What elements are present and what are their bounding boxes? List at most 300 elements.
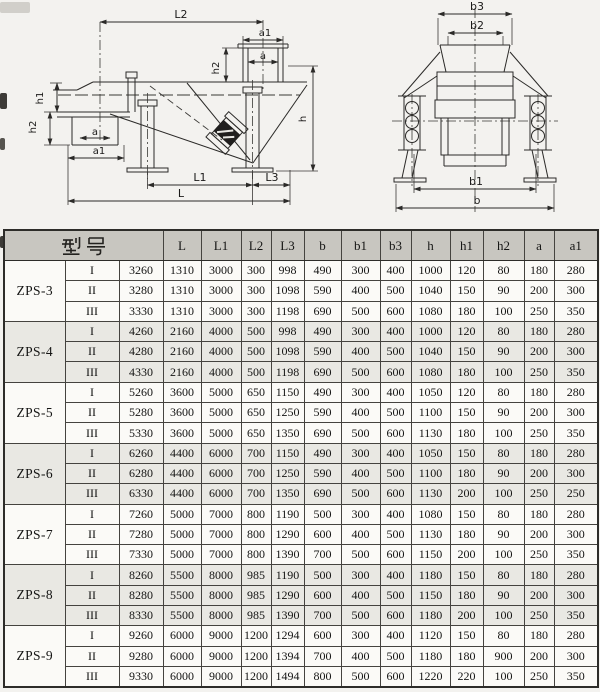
end-view-drawing — [392, 0, 558, 212]
value-cell: 500 — [341, 423, 380, 443]
value-cell: 250 — [554, 484, 598, 504]
value-cell: 8280 — [119, 585, 163, 605]
value-cell: 100 — [483, 423, 524, 443]
value-cell: 1394 — [271, 646, 304, 666]
value-cell: 800 — [304, 666, 341, 687]
value-cell: 150 — [450, 403, 483, 423]
table-row-ZPS-7-I — [4, 504, 598, 524]
value-cell: 200 — [524, 585, 554, 605]
sub-type-cell: III — [65, 301, 119, 321]
value-cell: 180 — [450, 362, 483, 382]
model-cell-ZPS-3: ZPS-3 — [4, 261, 65, 322]
value-cell: 1200 — [241, 666, 271, 687]
value-cell: 4260 — [119, 321, 163, 341]
value-cell: 4280 — [119, 342, 163, 362]
value-cell: 590 — [304, 463, 341, 483]
value-cell: 500 — [341, 362, 380, 382]
value-cell: 3600 — [163, 403, 201, 423]
model-cell-ZPS-8: ZPS-8 — [4, 565, 65, 626]
value-cell: 100 — [483, 666, 524, 687]
value-cell: 800 — [241, 524, 271, 544]
value-cell: 600 — [304, 524, 341, 544]
sub-type-cell: I — [65, 565, 119, 585]
value-cell: 8000 — [201, 585, 241, 605]
value-cell: 350 — [554, 423, 598, 443]
value-cell: 800 — [241, 504, 271, 524]
value-cell: 180 — [450, 585, 483, 605]
value-cell: 90 — [483, 463, 524, 483]
col-header-b1: b1 — [341, 230, 380, 261]
value-cell: 3600 — [163, 423, 201, 443]
value-cell: 280 — [554, 382, 598, 402]
table-row-ZPS-9-III — [4, 666, 598, 687]
value-cell: 400 — [341, 463, 380, 483]
sub-type-cell: II — [65, 342, 119, 362]
table-row-ZPS-8-II — [4, 585, 598, 605]
value-cell: 1150 — [271, 382, 304, 402]
value-cell: 200 — [524, 646, 554, 666]
value-cell: 998 — [271, 261, 304, 281]
value-cell: 1098 — [271, 281, 304, 301]
value-cell: 180 — [450, 524, 483, 544]
value-cell: 690 — [304, 362, 341, 382]
dim-label-h1-left: h1 — [35, 91, 46, 105]
value-cell: 5000 — [201, 403, 241, 423]
value-cell: 5000 — [201, 382, 241, 402]
value-cell: 280 — [554, 565, 598, 585]
value-cell: 9330 — [119, 666, 163, 687]
value-cell: 1120 — [411, 626, 450, 646]
value-cell: 180 — [450, 301, 483, 321]
value-cell: 1100 — [411, 463, 450, 483]
sub-type-cell: II — [65, 646, 119, 666]
value-cell: 300 — [554, 646, 598, 666]
value-cell: 80 — [483, 626, 524, 646]
value-cell: 350 — [554, 301, 598, 321]
value-cell: 180 — [524, 626, 554, 646]
value-cell: 500 — [380, 403, 411, 423]
value-cell: 700 — [241, 443, 271, 463]
value-cell: 300 — [554, 585, 598, 605]
value-cell: 4400 — [163, 484, 201, 504]
value-cell: 1180 — [411, 606, 450, 626]
value-cell: 500 — [380, 281, 411, 301]
value-cell: 180 — [524, 443, 554, 463]
value-cell: 6000 — [201, 443, 241, 463]
sub-type-cell: I — [65, 626, 119, 646]
dim-label-h2-left: h2 — [28, 120, 39, 134]
value-cell: 2160 — [163, 342, 201, 362]
sub-type-cell: III — [65, 606, 119, 626]
value-cell: 590 — [304, 403, 341, 423]
value-cell: 280 — [554, 261, 598, 281]
value-cell: 1150 — [411, 585, 450, 605]
value-cell: 500 — [380, 463, 411, 483]
model-cell-ZPS-9: ZPS-9 — [4, 626, 65, 687]
table-row-ZPS-9-II — [4, 646, 598, 666]
value-cell: 400 — [341, 281, 380, 301]
value-cell: 5280 — [119, 403, 163, 423]
value-cell: 2160 — [163, 321, 201, 341]
value-cell: 180 — [450, 423, 483, 443]
value-cell: 300 — [554, 281, 598, 301]
value-cell: 90 — [483, 403, 524, 423]
value-cell: 700 — [304, 646, 341, 666]
value-cell: 100 — [483, 606, 524, 626]
value-cell: 1350 — [271, 484, 304, 504]
table-row-ZPS-3-III — [4, 301, 598, 321]
table-row-ZPS-9-I — [4, 626, 598, 646]
value-cell: 1040 — [411, 281, 450, 301]
value-cell: 500 — [341, 484, 380, 504]
value-cell: 300 — [554, 342, 598, 362]
value-cell: 1294 — [271, 626, 304, 646]
value-cell: 80 — [483, 321, 524, 341]
dim-label-b: b — [473, 194, 481, 207]
spring-isolator — [524, 96, 552, 150]
side-view-drawing — [28, 8, 318, 205]
value-cell: 490 — [304, 443, 341, 463]
value-cell: 80 — [483, 443, 524, 463]
value-cell: 1250 — [271, 463, 304, 483]
col-header-b3: b3 — [380, 230, 411, 261]
value-cell: 600 — [304, 626, 341, 646]
value-cell: 150 — [450, 626, 483, 646]
value-cell: 280 — [554, 626, 598, 646]
value-cell: 1200 — [241, 646, 271, 666]
col-header-h1: h1 — [450, 230, 483, 261]
value-cell: 6330 — [119, 484, 163, 504]
value-cell: 500 — [241, 321, 271, 341]
value-cell: 5500 — [163, 565, 201, 585]
spring-isolator — [398, 96, 426, 150]
value-cell: 200 — [524, 524, 554, 544]
value-cell: 590 — [304, 281, 341, 301]
table-row-ZPS-8-I — [4, 565, 598, 585]
value-cell: 500 — [304, 565, 341, 585]
value-cell: 200 — [450, 484, 483, 504]
value-cell: 6280 — [119, 463, 163, 483]
value-cell: 590 — [304, 342, 341, 362]
value-cell: 6000 — [163, 646, 201, 666]
sub-type-cell: III — [65, 423, 119, 443]
value-cell: 1190 — [271, 504, 304, 524]
value-cell: 90 — [483, 524, 524, 544]
value-cell: 300 — [241, 301, 271, 321]
dim-label-b2: b2 — [470, 19, 484, 32]
value-cell: 300 — [341, 504, 380, 524]
sub-type-cell: II — [65, 403, 119, 423]
value-cell: 5000 — [163, 504, 201, 524]
value-cell: 1220 — [411, 666, 450, 687]
value-cell: 500 — [341, 666, 380, 687]
table-row-ZPS-8-III — [4, 606, 598, 626]
value-cell: 400 — [380, 565, 411, 585]
value-cell: 1150 — [271, 443, 304, 463]
value-cell: 1494 — [271, 666, 304, 687]
value-cell: 1100 — [411, 403, 450, 423]
value-cell: 900 — [483, 646, 524, 666]
value-cell: 180 — [524, 382, 554, 402]
value-cell: 8000 — [201, 606, 241, 626]
value-cell: 690 — [304, 484, 341, 504]
dim-label-a-inlet: a — [91, 127, 99, 138]
dim-label-L3: L3 — [265, 171, 279, 184]
value-cell: 9280 — [119, 646, 163, 666]
value-cell: 100 — [483, 545, 524, 565]
value-cell: 8330 — [119, 606, 163, 626]
value-cell: 500 — [341, 606, 380, 626]
value-cell: 1390 — [271, 545, 304, 565]
value-cell: 700 — [241, 484, 271, 504]
value-cell: 1050 — [411, 443, 450, 463]
value-cell: 1250 — [271, 403, 304, 423]
value-cell: 7000 — [201, 504, 241, 524]
table-row-ZPS-3-I — [4, 261, 598, 281]
dim-label-b3: b3 — [470, 0, 484, 13]
dim-label-a-top: a — [259, 51, 267, 62]
table-row-ZPS-5-II — [4, 403, 598, 423]
col-header-L1: L1 — [201, 230, 241, 261]
value-cell: 80 — [483, 504, 524, 524]
table-row-ZPS-3-II — [4, 281, 598, 301]
value-cell: 180 — [524, 565, 554, 585]
value-cell: 120 — [450, 321, 483, 341]
value-cell: 1198 — [271, 301, 304, 321]
sub-type-cell: I — [65, 321, 119, 341]
dim-label-h2-right: h2 — [211, 61, 222, 75]
value-cell: 5500 — [163, 585, 201, 605]
value-cell: 250 — [524, 666, 554, 687]
value-cell: 6000 — [201, 463, 241, 483]
table-row-ZPS-6-I — [4, 443, 598, 463]
dim-label-L: L — [177, 187, 185, 200]
value-cell: 1180 — [411, 646, 450, 666]
sub-type-cell: II — [65, 463, 119, 483]
value-cell: 1098 — [271, 342, 304, 362]
value-cell: 9000 — [201, 626, 241, 646]
sub-type-cell: I — [65, 382, 119, 402]
value-cell: 100 — [483, 484, 524, 504]
value-cell: 1150 — [411, 545, 450, 565]
value-cell: 1130 — [411, 484, 450, 504]
table-row-ZPS-4-I — [4, 321, 598, 341]
col-header-L3: L3 — [271, 230, 304, 261]
value-cell: 6260 — [119, 443, 163, 463]
value-cell: 9000 — [201, 646, 241, 666]
value-cell: 400 — [341, 403, 380, 423]
value-cell: 280 — [554, 504, 598, 524]
sub-type-cell: I — [65, 443, 119, 463]
value-cell: 4000 — [201, 321, 241, 341]
sub-type-cell: III — [65, 545, 119, 565]
value-cell: 280 — [554, 443, 598, 463]
value-cell: 280 — [554, 321, 598, 341]
model-cell-ZPS-6: ZPS-6 — [4, 443, 65, 504]
value-cell: 4400 — [163, 443, 201, 463]
sub-type-cell: III — [65, 484, 119, 504]
value-cell: 200 — [524, 342, 554, 362]
value-cell: 80 — [483, 565, 524, 585]
col-header-a: a — [524, 230, 554, 261]
table-row-ZPS-7-III — [4, 545, 598, 565]
value-cell: 7000 — [201, 524, 241, 544]
value-cell: 1310 — [163, 261, 201, 281]
value-cell: 600 — [380, 362, 411, 382]
value-cell: 80 — [483, 261, 524, 281]
sub-type-cell: I — [65, 504, 119, 524]
value-cell: 600 — [380, 301, 411, 321]
model-header-glyphs-xinghao — [61, 236, 107, 256]
value-cell: 985 — [241, 606, 271, 626]
value-cell: 300 — [341, 382, 380, 402]
value-cell: 400 — [341, 524, 380, 544]
value-cell: 200 — [524, 463, 554, 483]
value-cell: 690 — [304, 301, 341, 321]
value-cell: 5330 — [119, 423, 163, 443]
value-cell: 490 — [304, 261, 341, 281]
value-cell: 4400 — [163, 463, 201, 483]
value-cell: 300 — [241, 281, 271, 301]
col-header-h: h — [411, 230, 450, 261]
value-cell: 90 — [483, 585, 524, 605]
value-cell: 7260 — [119, 504, 163, 524]
value-cell: 400 — [380, 626, 411, 646]
value-cell: 150 — [450, 443, 483, 463]
value-cell: 600 — [380, 606, 411, 626]
value-cell: 120 — [450, 261, 483, 281]
dim-label-L2: L2 — [174, 8, 188, 21]
table-row-ZPS-4-III — [4, 362, 598, 382]
value-cell: 2160 — [163, 362, 201, 382]
model-cell-ZPS-4: ZPS-4 — [4, 321, 65, 382]
value-cell: 500 — [304, 504, 341, 524]
value-cell: 9260 — [119, 626, 163, 646]
value-cell: 3260 — [119, 261, 163, 281]
col-header-L: L — [163, 230, 201, 261]
value-cell: 650 — [241, 403, 271, 423]
value-cell: 300 — [554, 524, 598, 544]
value-cell: 200 — [524, 281, 554, 301]
value-cell: 3600 — [163, 382, 201, 402]
value-cell: 200 — [524, 403, 554, 423]
value-cell: 3000 — [201, 281, 241, 301]
value-cell: 300 — [554, 403, 598, 423]
value-cell: 7000 — [201, 545, 241, 565]
value-cell: 400 — [380, 504, 411, 524]
value-cell: 4330 — [119, 362, 163, 382]
value-cell: 1390 — [271, 606, 304, 626]
value-cell: 650 — [241, 423, 271, 443]
dim-label-b1: b1 — [469, 175, 483, 188]
value-cell: 5000 — [163, 524, 201, 544]
value-cell: 985 — [241, 565, 271, 585]
value-cell: 250 — [524, 484, 554, 504]
value-cell: 300 — [241, 261, 271, 281]
value-cell: 998 — [271, 321, 304, 341]
value-cell: 800 — [241, 545, 271, 565]
col-header-b: b — [304, 230, 341, 261]
value-cell: 300 — [341, 565, 380, 585]
value-cell: 7330 — [119, 545, 163, 565]
value-cell: 250 — [524, 362, 554, 382]
value-cell: 400 — [380, 382, 411, 402]
value-cell: 700 — [304, 545, 341, 565]
value-cell: 350 — [554, 606, 598, 626]
value-cell: 350 — [554, 362, 598, 382]
value-cell: 1350 — [271, 423, 304, 443]
value-cell: 1198 — [271, 362, 304, 382]
value-cell: 300 — [341, 321, 380, 341]
value-cell: 500 — [380, 646, 411, 666]
value-cell: 600 — [380, 666, 411, 687]
value-cell: 300 — [341, 626, 380, 646]
value-cell: 250 — [524, 423, 554, 443]
model-column-header — [4, 230, 163, 261]
value-cell: 120 — [450, 382, 483, 402]
value-cell: 1190 — [271, 565, 304, 585]
value-cell: 6000 — [163, 626, 201, 646]
value-cell: 500 — [241, 362, 271, 382]
value-cell: 500 — [380, 585, 411, 605]
value-cell: 1080 — [411, 301, 450, 321]
table-row-ZPS-6-II — [4, 463, 598, 483]
value-cell: 9000 — [201, 666, 241, 687]
value-cell: 700 — [304, 606, 341, 626]
value-cell: 400 — [380, 443, 411, 463]
table-body — [4, 261, 598, 688]
value-cell: 500 — [341, 301, 380, 321]
value-cell: 400 — [341, 585, 380, 605]
value-cell: 1050 — [411, 382, 450, 402]
value-cell: 1310 — [163, 281, 201, 301]
value-cell: 350 — [554, 666, 598, 687]
value-cell: 1080 — [411, 504, 450, 524]
value-cell: 500 — [380, 524, 411, 544]
table-row-ZPS-6-III — [4, 484, 598, 504]
table-row-ZPS-4-II — [4, 342, 598, 362]
value-cell: 3000 — [201, 261, 241, 281]
value-cell: 400 — [341, 646, 380, 666]
value-cell: 1080 — [411, 362, 450, 382]
value-cell: 1130 — [411, 524, 450, 544]
model-cell-ZPS-5: ZPS-5 — [4, 382, 65, 443]
table-row-ZPS-5-I — [4, 382, 598, 402]
value-cell: 400 — [341, 342, 380, 362]
dim-label-a1-top: a1 — [258, 28, 272, 39]
sub-type-cell: III — [65, 666, 119, 687]
value-cell: 600 — [380, 423, 411, 443]
dim-label-L1: L1 — [193, 171, 207, 184]
value-cell: 1000 — [411, 261, 450, 281]
value-cell: 490 — [304, 382, 341, 402]
value-cell: 250 — [524, 606, 554, 626]
sub-type-cell: II — [65, 281, 119, 301]
value-cell: 700 — [241, 463, 271, 483]
value-cell: 180 — [450, 646, 483, 666]
vibration-motor — [206, 112, 248, 155]
value-cell: 6000 — [201, 484, 241, 504]
col-header-h2: h2 — [483, 230, 524, 261]
value-cell: 490 — [304, 321, 341, 341]
value-cell: 7280 — [119, 524, 163, 544]
value-cell: 500 — [380, 342, 411, 362]
value-cell: 300 — [341, 443, 380, 463]
value-cell: 180 — [450, 463, 483, 483]
value-cell: 6000 — [163, 666, 201, 687]
value-cell: 5500 — [163, 606, 201, 626]
value-cell: 985 — [241, 585, 271, 605]
